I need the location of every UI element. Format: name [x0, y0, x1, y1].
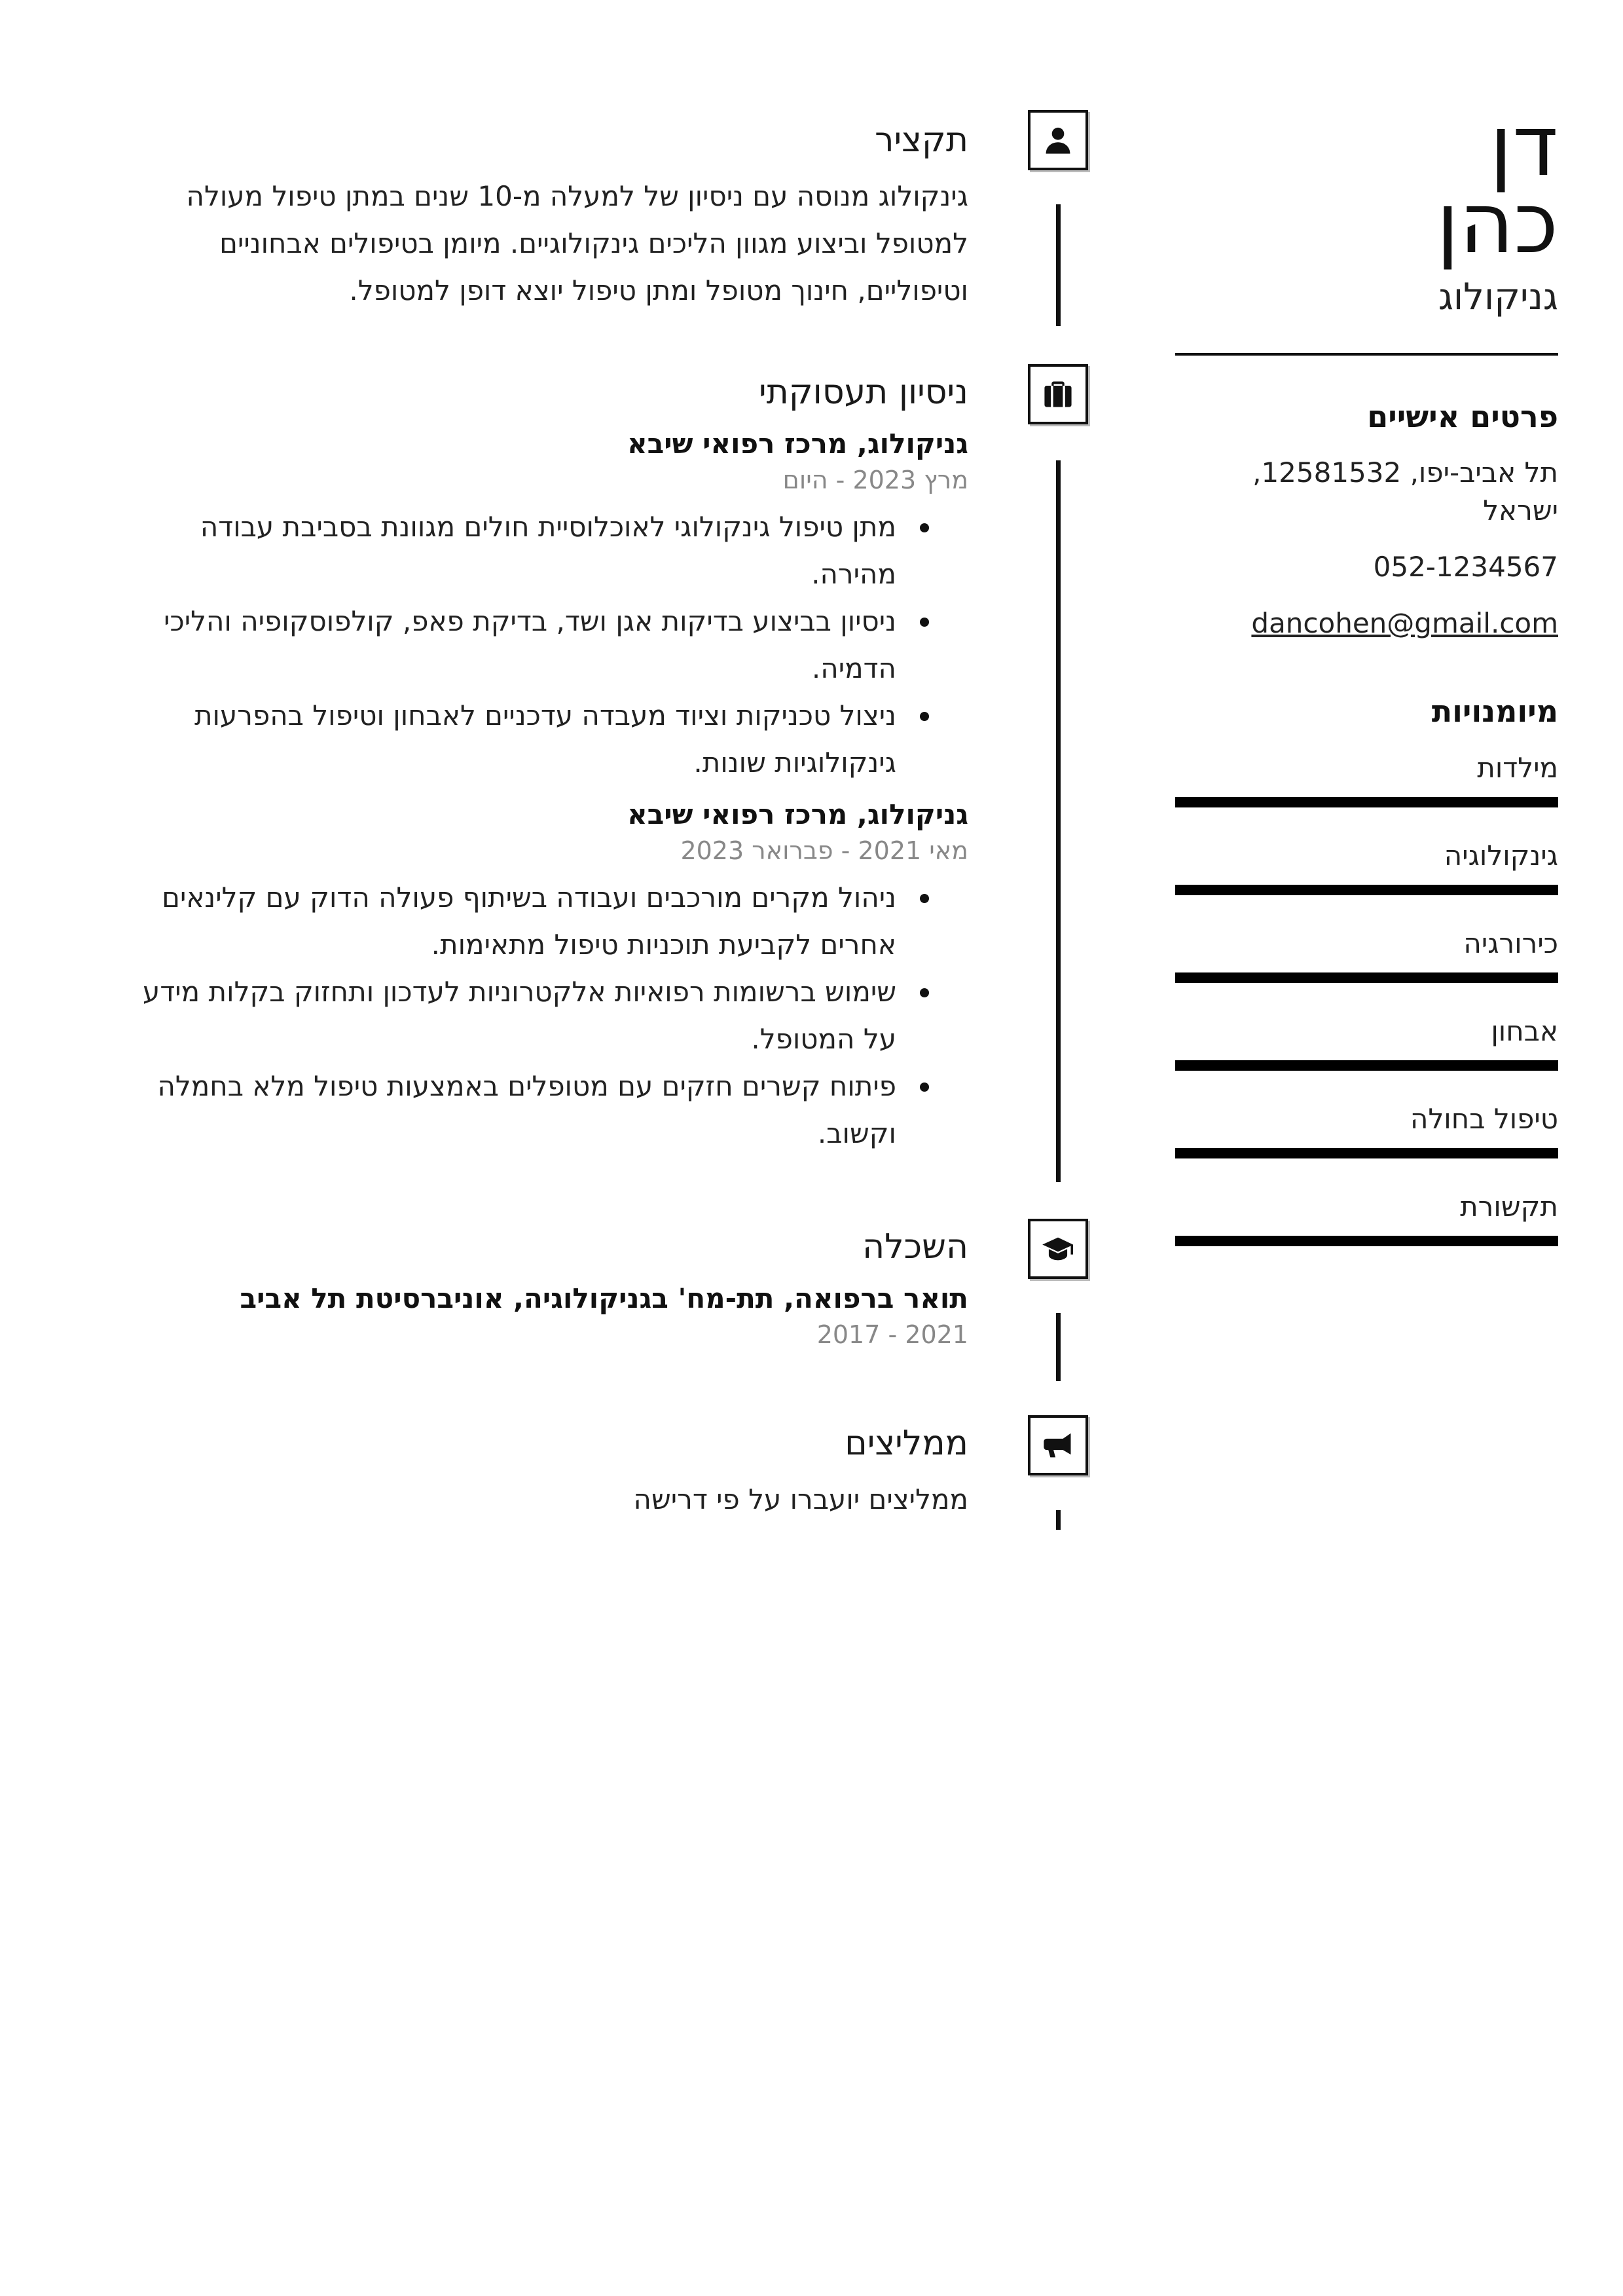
summary-text: גינקולוג מנוסה עם ניסיון של למעלה מ-10 שנים במתן טיפול מעולה למטופל וביצוע מגוון הליכים גינקולוגיים. מיומן בטיפולים אבחוניים וטיפוליים, חינוך מטופל ומתן טיפול יוצא דופן למטופל. [186, 180, 968, 306]
degree-heading: תואר ברפואה, תת-מח' בגניקולוגיה, אוניברסיטת תל אביב [240, 1282, 968, 1314]
skill-label: כירורגיה [1463, 927, 1558, 959]
job-title: גניקולוג [1438, 276, 1558, 318]
first-name: דן [1489, 98, 1558, 195]
phone: 052-1234567 [1373, 551, 1558, 583]
skill-level-bar [1175, 797, 1558, 807]
graduation-cap-icon [1041, 1232, 1075, 1266]
timeline-line [1056, 204, 1061, 326]
skill-item [1175, 1100, 1558, 1158]
candidate-name [1175, 98, 1558, 272]
list-item: פיתוח קשרים חזקים עם מטופלים באמצעות טיפול מלא בחמלה וקשוב. [137, 1063, 896, 1157]
email-link[interactable]: dancohen@gmail.com [1251, 607, 1558, 639]
list-item: ניהול מקרים מורכבים ועבודה בשיתוף פעולה הדוק עם קלינאים אחרים לקביעת תוכניות טיפול מתאימות. [137, 874, 896, 969]
list-item: ניסיון בביצוע בדיקות אגן ושד, בדיקת פאפ, קולפוסקופיה והליכי הדמיה. [137, 598, 896, 692]
skill-item [1175, 1187, 1558, 1246]
skills-list [1175, 749, 1558, 1246]
skill-level-bar [1175, 972, 1558, 983]
education-icon-box [1028, 1219, 1088, 1279]
job-bullets [137, 874, 968, 1157]
experience-section [137, 370, 968, 1157]
sidebar-divider [1175, 353, 1558, 356]
personal-details-heading: פרטים אישיים [1367, 399, 1558, 434]
summary-icon-box [1028, 110, 1088, 170]
references-section [137, 1421, 968, 1523]
job-heading: גניקולוג, מרכז רפואי שיבא [627, 798, 968, 830]
timeline-line [1056, 1510, 1061, 1530]
skill-label: תקשורת [1460, 1191, 1558, 1223]
skill-item [1175, 1012, 1558, 1071]
skill-level-bar [1175, 1060, 1558, 1071]
summary-section [137, 118, 968, 314]
last-name: כהן [1436, 175, 1558, 272]
skill-label: גינקולוגיה [1444, 840, 1558, 872]
timeline-line [1056, 460, 1061, 1182]
timeline-line [1056, 1313, 1061, 1381]
skill-label: אבחון [1491, 1015, 1558, 1047]
education-dates: 2017 - 2021 [816, 1320, 968, 1349]
job-entry [137, 425, 968, 787]
sidebar [1175, 98, 1558, 1275]
skill-level-bar [1175, 885, 1558, 895]
job-dates: מרץ 2023 - היום [782, 466, 968, 494]
references-icon-box [1028, 1415, 1088, 1475]
education-title: השכלה [862, 1227, 968, 1267]
user-icon [1041, 123, 1075, 157]
references-text: ממליצים יועברו על פי דרישה [633, 1483, 968, 1515]
job-bullets [137, 504, 968, 787]
job-dates: מאי 2021 - פברואר 2023 [680, 836, 968, 865]
briefcase-icon [1041, 377, 1075, 411]
job-entry [137, 796, 968, 1157]
list-item: שימוש ברשומות רפואיות אלקטרוניות לעדכון ותחזוק בקלות מידע על המטופל. [137, 969, 896, 1063]
skill-label: מילדות [1477, 752, 1558, 784]
experience-title: ניסיון תעסוקתי [758, 373, 968, 412]
education-section [137, 1225, 968, 1358]
list-item: ניצול טכניקות וציוד מעבדה עדכניים לאבחון וטיפול בהפרעות גינקולוגיות שונות. [137, 692, 896, 787]
references-title: ממליצים [845, 1424, 968, 1463]
address: תל אביב-יפו, 12581532, ישראל [1252, 456, 1558, 527]
skill-level-bar [1175, 1236, 1558, 1246]
megaphone-icon [1041, 1428, 1075, 1462]
skill-level-bar [1175, 1148, 1558, 1158]
list-item: מתן טיפול גינקולוגי לאוכלוסיית חולים מגוונת בסביבת עבודה מהירה. [137, 504, 896, 598]
job-heading: גניקולוג, מרכז רפואי שיבא [627, 428, 968, 460]
experience-icon-box [1028, 364, 1088, 424]
skill-item [1175, 924, 1558, 983]
skills-heading: מיומנויות [1431, 694, 1558, 729]
skill-label: טיפול בחולה [1410, 1103, 1558, 1135]
skill-item [1175, 749, 1558, 807]
skill-item [1175, 836, 1558, 895]
summary-title: תקציר [875, 120, 968, 160]
